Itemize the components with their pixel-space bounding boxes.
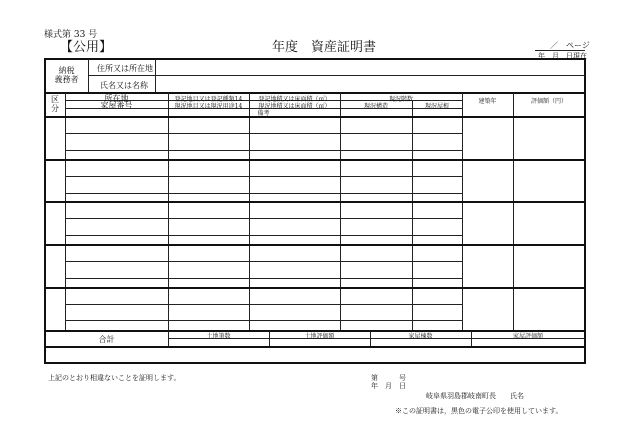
name-label: 氏名又は名称 <box>100 81 148 90</box>
taxpayer-label-1: 納税 <box>58 66 75 75</box>
col-assessed-value: 評価額（円） <box>530 98 567 105</box>
col-house-number: 家屋番号 <box>100 101 133 110</box>
total-land-count: 土地筆数 <box>206 333 231 340</box>
table-row <box>45 159 585 161</box>
table-row <box>45 116 585 118</box>
issuer-name: 岐阜県羽島郡岐南町長 氏名 <box>426 392 524 400</box>
col-current-area: 現況地積又は床面積（㎡） <box>258 103 331 110</box>
table-row <box>45 244 585 246</box>
total-land-value: 土地評価額 <box>304 333 335 340</box>
col-current-category: 現況地目又は現況用途14 <box>174 103 243 110</box>
public-label: 【公用】 <box>60 40 113 55</box>
category-label-1: 区 <box>51 95 59 104</box>
total-house-value: 家屋評価額 <box>512 333 543 340</box>
col-current-floors: 現況階数 <box>388 96 413 103</box>
address-label: 住所又は所在地 <box>97 64 153 73</box>
col-current-roof: 現況屋根 <box>424 103 449 110</box>
table-row <box>45 201 585 203</box>
page-count-label: ／ ページ <box>550 41 590 50</box>
as-of-date-label: 年 月 日現在 <box>538 52 587 60</box>
col-current-structure: 現況構造 <box>363 103 388 110</box>
certificate-number-label: 第 号 <box>371 374 406 382</box>
col-remarks: 備考 <box>257 110 270 117</box>
col-location: 所在地 <box>104 94 129 103</box>
table-row <box>45 287 585 289</box>
form-number: 様式第 33 号 <box>44 30 98 40</box>
totals-label: 合計 <box>98 335 115 344</box>
category-label-2: 分 <box>51 104 59 113</box>
page-title: 年度 資産証明書 <box>272 40 377 55</box>
taxpayer-label-2: 義務者 <box>54 75 79 84</box>
total-house-count: 家屋棟数 <box>408 333 433 340</box>
certify-text: 上記のとおり相違ないことを証明します。 <box>48 374 181 382</box>
col-registered-category: 登記地目又は登記種類14 <box>174 96 243 103</box>
col-year-built: 建築年 <box>478 98 497 105</box>
seal-note: ※この証明書は，黒色の電子公印を使用しています。 <box>395 407 563 415</box>
issue-date-label: 年 月 日 <box>371 382 406 390</box>
col-registered-area: 登記地積又は床面積（㎡） <box>258 96 331 103</box>
